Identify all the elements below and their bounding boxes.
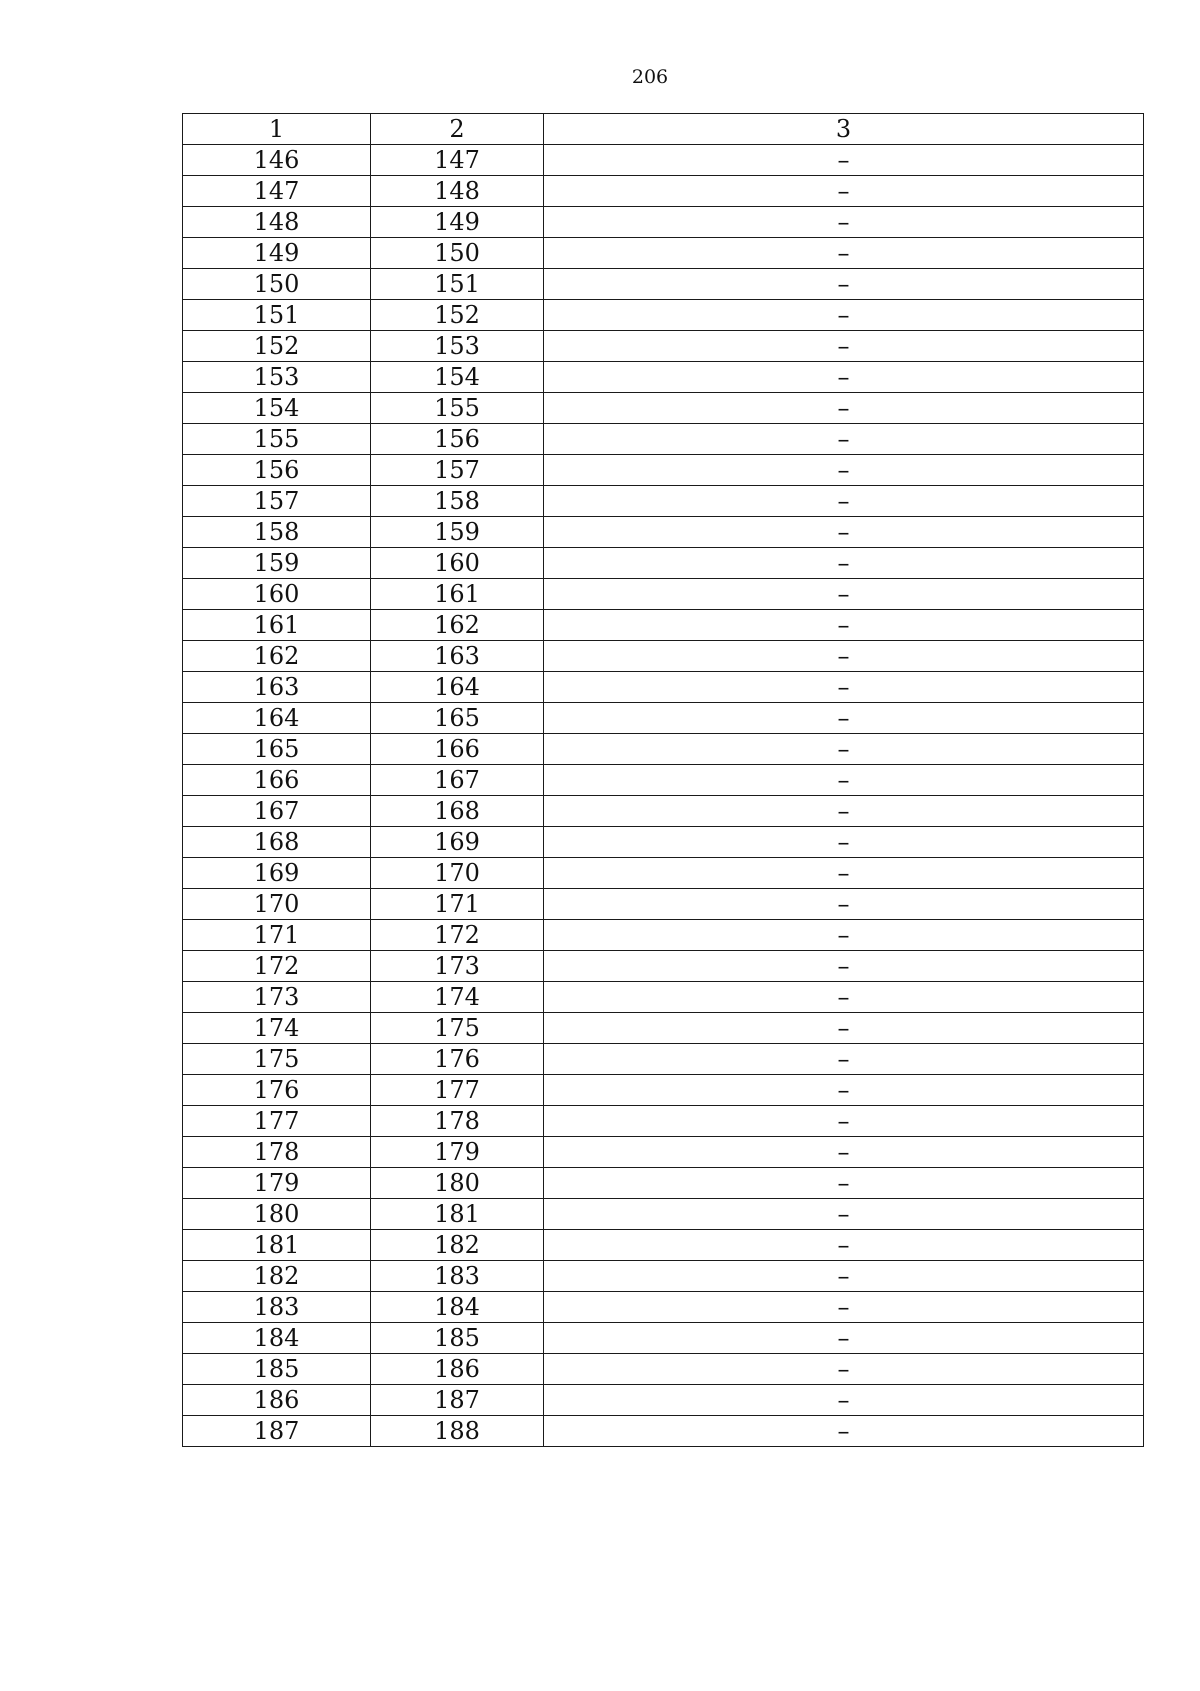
table-header [183,114,1144,145]
table-cell-col-2: 178 [371,1106,544,1137]
table-cell-col-1: 180 [183,1199,371,1230]
table-cell-col-2: 163 [371,641,544,672]
table-row [183,1385,1144,1416]
table-row [183,827,1144,858]
table-cell-col-1: 167 [183,796,371,827]
table-cell-col-3: – [544,765,1144,796]
table-row [183,1137,1144,1168]
table-cell-col-3: – [544,1199,1144,1230]
table-body [183,145,1144,1447]
table-row [183,889,1144,920]
table-cell-col-3: – [544,486,1144,517]
table-cell-col-3: – [544,858,1144,889]
table-cell-col-1: 157 [183,486,371,517]
table-cell-col-2: 158 [371,486,544,517]
table-row [183,145,1144,176]
table-cell-col-1: 173 [183,982,371,1013]
table-cell-col-2: 184 [371,1292,544,1323]
table-cell-col-2: 183 [371,1261,544,1292]
table-cell-col-1: 184 [183,1323,371,1354]
table-row [183,455,1144,486]
table-cell-col-1: 163 [183,672,371,703]
table-row [183,1230,1144,1261]
table-row [183,765,1144,796]
table-cell-col-3: – [544,889,1144,920]
table-cell-col-2: 180 [371,1168,544,1199]
table-cell-col-3: – [544,300,1144,331]
table-cell-col-1: 153 [183,362,371,393]
table-cell-col-3: – [544,362,1144,393]
table-cell-col-1: 172 [183,951,371,982]
table-cell-col-2: 149 [371,207,544,238]
data-table [182,113,1144,1447]
table-cell-col-1: 152 [183,331,371,362]
table-cell-col-2: 156 [371,424,544,455]
table-cell-col-3: – [544,982,1144,1013]
table-cell-col-2: 167 [371,765,544,796]
table-cell-col-2: 164 [371,672,544,703]
table-row [183,858,1144,889]
table-row [183,1416,1144,1447]
table-cell-col-2: 187 [371,1385,544,1416]
table-cell-col-1: 177 [183,1106,371,1137]
table-cell-col-1: 148 [183,207,371,238]
table-cell-col-1: 170 [183,889,371,920]
table-cell-col-2: 159 [371,517,544,548]
data-table-container [182,113,1143,1447]
table-cell-col-3: – [544,176,1144,207]
table-cell-col-2: 151 [371,269,544,300]
table-row [183,1013,1144,1044]
table-cell-col-2: 152 [371,300,544,331]
table-header-row [183,114,1144,145]
table-cell-col-1: 179 [183,1168,371,1199]
table-cell-col-2: 153 [371,331,544,362]
table-cell-col-3: – [544,672,1144,703]
table-row [183,951,1144,982]
table-row [183,796,1144,827]
table-row [183,269,1144,300]
table-cell-col-1: 175 [183,1044,371,1075]
table-cell-col-2: 154 [371,362,544,393]
table-cell-col-1: 187 [183,1416,371,1447]
page-number: 206 [631,66,669,88]
table-cell-col-1: 185 [183,1354,371,1385]
table-row [183,1106,1144,1137]
table-cell-col-3: – [544,1416,1144,1447]
table-cell-col-1: 166 [183,765,371,796]
table-cell-col-3: – [544,1075,1144,1106]
table-row [183,672,1144,703]
table-cell-col-2: 148 [371,176,544,207]
table-row [183,610,1144,641]
table-cell-col-1: 147 [183,176,371,207]
table-cell-col-2: 166 [371,734,544,765]
table-cell-col-1: 165 [183,734,371,765]
table-cell-col-1: 156 [183,455,371,486]
table-cell-col-2: 176 [371,1044,544,1075]
table-cell-col-1: 150 [183,269,371,300]
table-cell-col-1: 161 [183,610,371,641]
table-cell-col-1: 186 [183,1385,371,1416]
table-cell-col-2: 175 [371,1013,544,1044]
table-cell-col-1: 159 [183,548,371,579]
table-cell-col-3: – [544,207,1144,238]
table-cell-col-2: 161 [371,579,544,610]
table-cell-col-3: – [544,1168,1144,1199]
table-row [183,920,1144,951]
table-row [183,1075,1144,1106]
table-cell-col-3: – [544,269,1144,300]
table-cell-col-2: 179 [371,1137,544,1168]
table-cell-col-2: 150 [371,238,544,269]
table-cell-col-2: 173 [371,951,544,982]
table-cell-col-2: 157 [371,455,544,486]
table-cell-col-2: 174 [371,982,544,1013]
table-cell-col-3: – [544,548,1144,579]
table-cell-col-3: – [544,610,1144,641]
table-cell-col-2: 170 [371,858,544,889]
table-row [183,238,1144,269]
table-cell-col-2: 168 [371,796,544,827]
table-cell-col-1: 160 [183,579,371,610]
table-row [183,300,1144,331]
table-cell-col-3: – [544,579,1144,610]
column-header-1: 1 [183,114,371,145]
table-cell-col-3: – [544,1354,1144,1385]
table-row [183,424,1144,455]
table-cell-col-3: – [544,1013,1144,1044]
table-row [183,703,1144,734]
table-cell-col-3: – [544,1044,1144,1075]
table-row [183,641,1144,672]
table-cell-col-1: 164 [183,703,371,734]
table-cell-col-2: 171 [371,889,544,920]
table-cell-col-3: – [544,734,1144,765]
table-cell-col-3: – [544,827,1144,858]
table-row [183,1354,1144,1385]
table-row [183,176,1144,207]
table-cell-col-1: 154 [183,393,371,424]
table-cell-col-1: 149 [183,238,371,269]
table-row [183,548,1144,579]
table-cell-col-2: 188 [371,1416,544,1447]
table-row [183,1044,1144,1075]
table-cell-col-1: 178 [183,1137,371,1168]
column-header-2: 2 [371,114,544,145]
table-cell-col-2: 162 [371,610,544,641]
table-row [183,982,1144,1013]
table-cell-col-2: 172 [371,920,544,951]
table-cell-col-3: – [544,331,1144,362]
table-row [183,207,1144,238]
table-cell-col-1: 162 [183,641,371,672]
table-cell-col-1: 182 [183,1261,371,1292]
table-row [183,1168,1144,1199]
table-cell-col-2: 169 [371,827,544,858]
table-cell-col-1: 174 [183,1013,371,1044]
table-cell-col-3: – [544,703,1144,734]
table-cell-col-2: 182 [371,1230,544,1261]
table-row [183,331,1144,362]
table-cell-col-3: – [544,145,1144,176]
table-row [183,517,1144,548]
table-cell-col-2: 177 [371,1075,544,1106]
table-cell-col-1: 168 [183,827,371,858]
table-row [183,1292,1144,1323]
table-cell-col-2: 155 [371,393,544,424]
table-cell-col-1: 146 [183,145,371,176]
table-row [183,1199,1144,1230]
table-cell-col-3: – [544,796,1144,827]
column-header-3: 3 [544,114,1144,145]
table-cell-col-3: – [544,1106,1144,1137]
table-row [183,734,1144,765]
table-cell-col-3: – [544,920,1144,951]
table-row [183,1261,1144,1292]
table-cell-col-1: 183 [183,1292,371,1323]
table-cell-col-2: 181 [371,1199,544,1230]
table-cell-col-1: 176 [183,1075,371,1106]
table-cell-col-3: – [544,238,1144,269]
table-cell-col-3: – [544,517,1144,548]
table-cell-col-3: – [544,455,1144,486]
table-cell-col-3: – [544,641,1144,672]
table-cell-col-1: 181 [183,1230,371,1261]
table-cell-col-3: – [544,1292,1144,1323]
table-cell-col-3: – [544,951,1144,982]
table-cell-col-3: – [544,424,1144,455]
table-cell-col-3: – [544,1385,1144,1416]
table-cell-col-3: – [544,1230,1144,1261]
table-cell-col-3: – [544,1323,1144,1354]
table-row [183,362,1144,393]
table-cell-col-1: 155 [183,424,371,455]
table-cell-col-1: 171 [183,920,371,951]
table-row [183,393,1144,424]
table-cell-col-2: 165 [371,703,544,734]
table-cell-col-3: – [544,1137,1144,1168]
table-cell-col-2: 147 [371,145,544,176]
table-row [183,1323,1144,1354]
table-cell-col-3: – [544,393,1144,424]
table-cell-col-2: 160 [371,548,544,579]
table-row [183,579,1144,610]
table-cell-col-2: 186 [371,1354,544,1385]
table-cell-col-1: 158 [183,517,371,548]
table-cell-col-2: 185 [371,1323,544,1354]
table-row [183,486,1144,517]
table-cell-col-1: 151 [183,300,371,331]
table-cell-col-3: – [544,1261,1144,1292]
table-cell-col-1: 169 [183,858,371,889]
